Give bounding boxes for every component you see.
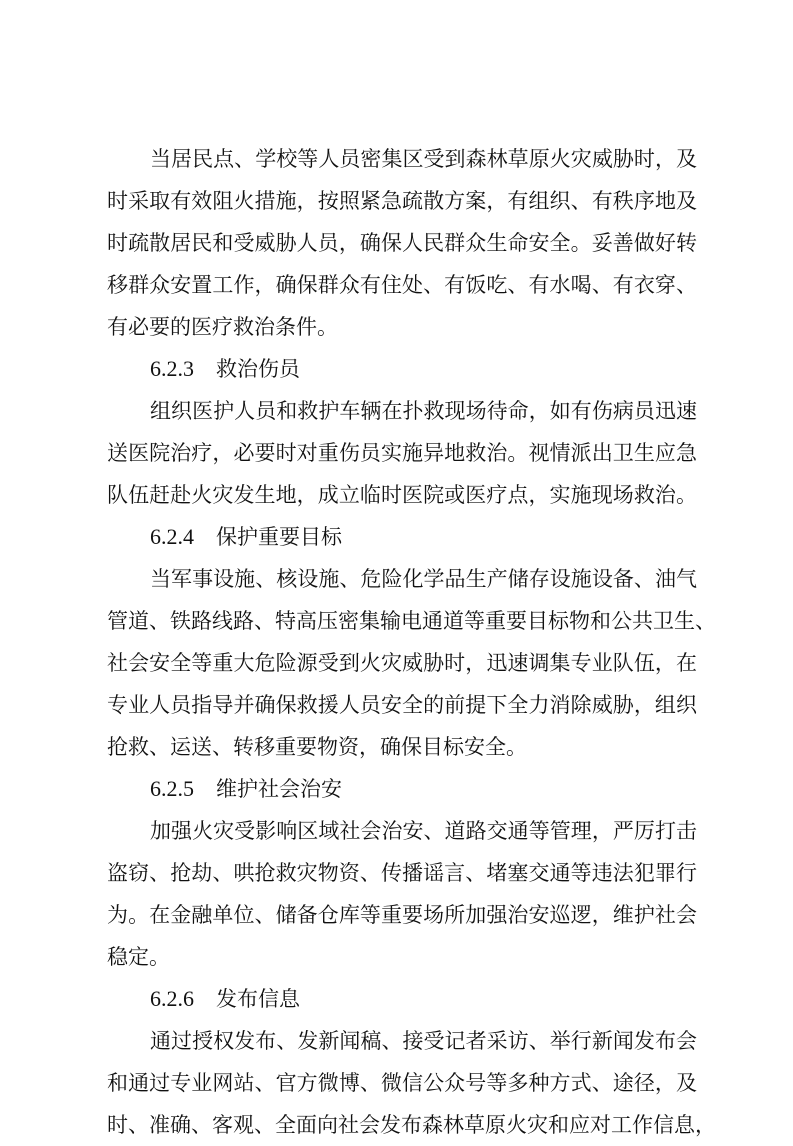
para3-line-5: 抢救、运送、转移重要物资，确保目标安全。 [107, 735, 527, 759]
section-number: 6.2.6 [150, 986, 194, 1011]
para4-line-1: 加强火灾受影响区域社会治安、道路交通等管理，严厉打击 [150, 819, 697, 843]
para2-line-3: 队伍赶赴火灾发生地，成立临时医院或医疗点，实施现场救治。 [107, 483, 697, 507]
section-title: 维护社会治安 [216, 777, 342, 801]
section-number: 6.2.3 [150, 356, 194, 381]
para4-line-2: 盗窃、抢劫、哄抢救灾物资、传播谣言、堵塞交通等违法犯罪行 [107, 861, 697, 885]
para1-line-3: 时疏散居民和受威胁人员，确保人民群众生命安全。妥善做好转 [107, 231, 697, 255]
para5-line-1: 通过授权发布、发新闻稿、接受记者采访、举行新闻发布会 [150, 1029, 697, 1053]
section-number: 6.2.4 [150, 524, 194, 549]
para1-line-2: 时采取有效阻火措施，按照紧急疏散方案，有组织、有秩序地及 [107, 189, 697, 213]
para5-line-2: 和通过专业网站、官方微博、微信公众号等多种方式、途径，及 [107, 1071, 697, 1095]
section-title: 保护重要目标 [216, 525, 342, 549]
para1-line-4: 移群众安置工作，确保群众有住处、有饭吃、有水喝、有衣穿、 [107, 273, 697, 297]
section-number: 6.2.5 [150, 776, 194, 801]
section-heading-6-2-5 [150, 768, 342, 810]
section-title: 救治伤员 [216, 357, 300, 381]
section-heading-6-2-6 [150, 978, 300, 1020]
para3-line-4: 专业人员指导并确保救援人员安全的前提下全力消除威胁，组织 [107, 693, 697, 717]
section-heading-6-2-3 [150, 348, 300, 390]
para1-line-5: 有必要的医疗救治条件。 [107, 315, 338, 339]
para2-line-1: 组织医护人员和救护车辆在扑救现场待命，如有伤病员迅速 [150, 399, 697, 423]
para5-line-3: 时、准确、客观、全面向社会发布森林草原火灾和应对工作信息， [107, 1113, 716, 1137]
para3-line-2: 管道、铁路线路、特高压密集输电通道等重要目标物和公共卫生、 [107, 609, 716, 633]
para4-line-4: 稳定。 [107, 945, 170, 969]
section-title: 发布信息 [216, 987, 300, 1011]
para1-line-1: 当居民点、学校等人员密集区受到森林草原火灾威胁时，及 [150, 147, 697, 171]
para2-line-2: 送医院治疗，必要时对重伤员实施异地救治。视情派出卫生应急 [107, 441, 697, 465]
para4-line-3: 为。在金融单位、储备仓库等重要场所加强治安巡逻，维护社会 [107, 903, 697, 927]
section-heading-6-2-4 [150, 516, 342, 558]
para3-line-1: 当军事设施、核设施、危险化学品生产储存设施设备、油气 [150, 567, 697, 591]
para3-line-3: 社会安全等重大危险源受到火灾威胁时，迅速调集专业队伍，在 [107, 651, 697, 675]
